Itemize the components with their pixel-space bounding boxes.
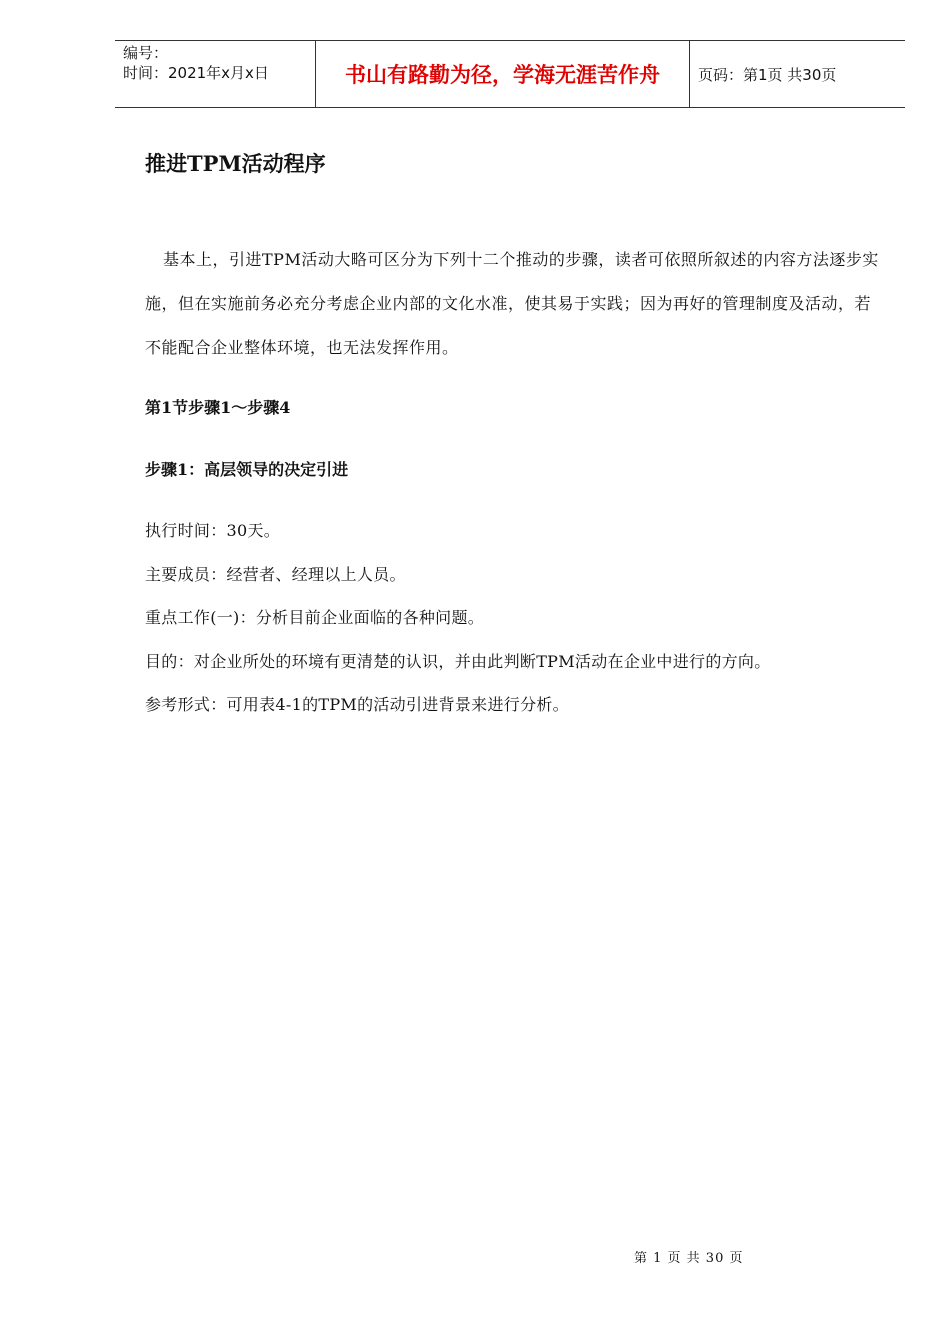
section-heading: 第1节步骤1～步骤4: [145, 398, 291, 417]
reference-form-line: 参考形式：可用表4-1的TPM的活动引进背景来进行分析。: [145, 695, 569, 714]
header-page-info: 页码：第1页 共30页: [698, 65, 837, 84]
step-heading: 步骤1：高层领导的决定引进: [145, 460, 349, 479]
members-line: 主要成员：经营者、经理以上人员。: [145, 565, 406, 584]
intro-paragraph: 基本上，引进TPM活动大略可区分为下列十二个推动的步骤，读者可依照所叙述的内容方法逐步实施，但在实施前务必充分考虑企业内部的文化水准，使其易于实践；因为再好的管理制度及活动，若不能配合企业整体环境，也无法发挥作用。: [145, 250, 879, 357]
page-footer: 第 1 页 共 30 页: [634, 1251, 744, 1266]
key-work-line: 重点工作(一)：分析目前企业面临的各种问题。: [145, 608, 485, 627]
document-number-label: 编号：: [123, 44, 169, 62]
document-title: 推进TPM活动程序: [145, 151, 326, 176]
header-meta: [115, 41, 316, 107]
document-date: 时间：2021年x月x日: [123, 64, 269, 82]
execution-time-line: 执行时间：30天。: [145, 521, 281, 540]
page-header: [115, 40, 905, 108]
header-motto: 书山有路勤为径，学海无涯苦作舟: [316, 41, 690, 107]
purpose-line: 目的：对企业所处的环境有更清楚的认识，并由此判断TPM活动在企业中进行的方向。: [145, 652, 771, 671]
